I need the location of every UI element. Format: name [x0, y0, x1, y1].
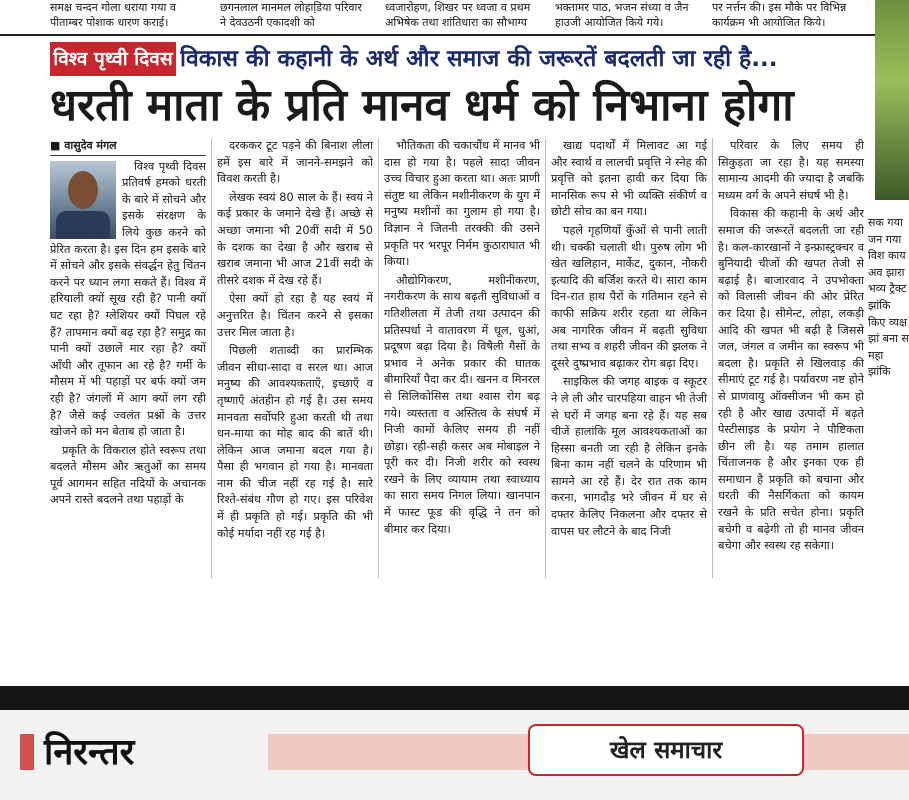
byline: ■ वासुदेव मंगल	[50, 138, 206, 156]
article-column-2	[217, 138, 373, 578]
strip-col-4: भक्तामर पाठ, भजन संध्या व जैन हाउजी आयोजित किये गये।	[555, 1, 689, 29]
newspaper-logo: निरन्तर	[44, 731, 135, 773]
column-divider	[378, 138, 379, 578]
paragraph: ऐसा क्यों हो रहा है यह स्वयं में अनुत्तरित है। चिंतन करने से इसका उत्तर मिल जाता है।	[217, 292, 373, 339]
paragraph: दरककर टूट पड़ने की बिनाश लीला हमें इस बारे में जानने-समझने को विवश करती है।	[217, 139, 373, 186]
article-column-5	[718, 138, 864, 578]
paragraph: पिछली शताब्दी का प्रारम्भिक जीवन सीधा-सादा व सरल था। आज मनुष्य की आवश्यकताएँ, इच्छाएँ व तृष्णाएँ अंतहीन हो गई है। उस समय मानवता सर्वोपरि हुआ करती थी तथा धन-माया का मोह बाद की बातें थी। लेकिन आज जमाना बदल गया है। पैसा ही भगवान हो गया है। मानवता नाम की चीज नहीं रह गई है। सारे रिश्ते-संबंध गौण हो गए। इस परिवेश में ही प्रकृति हो गई। प्रकृति की भी कोई मर्यादा नहीं रह गई है।	[217, 344, 373, 540]
paragraph: प्रकृति के विकराल होते स्वरूप तथा बदलते मौसम और ऋतुओं का समय पूर्व आगमन सहित नदियों के अचानक अपने रास्ते बदलने तथा पहाड़ों के	[50, 443, 206, 507]
paragraph: विश्व पृथ्वी दिवस प्रतिवर्ष हमको धरती के बारे में सोचने और इसके संरक्षण के लिये कुछ करने को प्रेरित करता है। इस दिन हम इसके बारे में सोचने और इसके संवर्द्धन हेतु चिंतन करने पर ध्यान लगा सकते हैं। विश्व में हरियाली क्यों सूख रही है? पानी क्यों घट रहा है? ग्लेशियर क्यों पिघल रहे हैं? तापमान क्यों बढ़ रहा है? समुद्र का पानी क्यों उछालें मार रहा है? क्यों आँधी और तूफान आ रहे है? गर्मी के मौसम में भी पहाड़ों पर बर्फ क्यों जम रही है? जंगलों में आग क्यों लग रही है? जैसे कई ज्वलंत प्रश्नों के उत्तर खोजने को मन बेताब हो जाता है।	[50, 159, 206, 439]
paragraph: औद्योगिकरण, मशीनीकरण, नगरीकरण के साथ बढ़ती सुविधाओं व गतिशीलता में तेजी तथा उत्पादन की प्रतिस्पर्धा ने वातावरण में धूल, धुआं, प्रदूषण बढ़ा दिया है। विषैली गैसों के प्रभाव ने अनेक प्रकार की घातक बीमारियाँ पैदा कर दी। खनन व मिनरल से सिलिकोसिस तथा श्वास रोग बढ़ गये। व्यस्तता व अस्तित्व के संघर्ष में निजी कामों केलिए समय ही नहीं छोड़ा। रही-सही कसर अब मोबाइल ने पूरी कर दी। निजी शरीर को स्वस्थ रखने के लिए व्यायाम तथा स्वाध्याय का सारा समय निगल लिया। खानपान में फास्ट फूड की वृद्धि ने तन को बीमार कर दिया।	[384, 273, 540, 536]
paragraph: पहले गृहणियाँ कुँओं से पानी लाती थी। चक्की चलाती थी। पुरुष लोग भी खेत खलिहान, मार्केट, दुकान, नौकरी इत्यादि की बर्जिश करते थे। सारा काम दिन-रात हाथ पैरों के गतिमान रहने से काफी सक्रिय शरीर रहता था लेकिन अब नागरिक जीवन में बढ़ती सुविधा तथा सभ्य व शहरी जीवन की झलक ने दूसरे दुष्प्रभाव बढ़ाकर रोग बढ़ा दिए।	[551, 223, 707, 370]
article-column-1	[50, 138, 206, 578]
sports-photo	[875, 0, 909, 200]
page-separator-bar	[0, 686, 909, 710]
strip-col-5: पर नर्त्तन की। इस मौके पर विभिन्न कार्यक्रम भी आयोजित किये।	[712, 1, 847, 29]
strip-col-3: ध्वजारोहण, शिखर पर ध्वजा व प्रथम अभिषेक तथा शांतिधारा का सौभाग्य	[385, 1, 531, 29]
article-column-4	[551, 138, 707, 578]
paragraph: लेखक स्वयं 80 साल के हैं। स्वयं ने कई प्रकार के जमाने देखे हैं। अच्छे से अच्छा जमाना भी 20वीं सदी में 50 के दशक का देखा है और खराब से खराब जमाना भी आज 21वीं सदी के तीसरे दशक में देख रहे हैं।	[217, 190, 373, 287]
top-strip	[0, 0, 909, 36]
paragraph: खाद्य पदार्थों में मिलावट आ गई और स्वार्थ व लालची प्रवृत्ति ने स्नेह की प्रवृत्ति को इतना हावी कर दिया कि मानसिक रूप से भी व्यक्ति संकीर्ण व छोटी सोच का बन गया।	[551, 139, 707, 219]
paragraph: विकास की कहानी के अर्थ और समाज की जरूरतें बदलती जा रही है। कल-कारखानों ने इन्फ्रास्ट्रक्चर व बुनियादी चीजों की खपत तेजी से बढ़ाई है। बाजारवाद ने उपभोक्ता को विलासी जीवन की ओर प्रेरित कर दिया है। सीमेन्ट, लोहा, लकड़ी आदि की खपत भी बढ़ी है जिससे जल, जंगल व जमीन का स्वरूप भी बदला है। प्रकृति से खिलवाड़ की सीमाएं टूट गई है। पर्यावरण नष्ट होने से प्राणवायु ऑक्सीजन भी कम हो रही है और खाद्य उत्पादों में बढ़ते पेस्टीसाइड के प्रयोग ने पौष्टिकता छीन ली है। यह तमाम हालात चिंताजनक है और इनका एक ही समाधान है प्रकृति को बचाना और धरती की नैसर्गिकता को कायम रखने के प्रति सचेत होना। प्रकृति बचेगी व बढ़ेगी तो ही मानव जीवन बचेगा और स्वस्थ रह सकेगा।	[718, 207, 864, 553]
section-title: खेल समाचार	[528, 724, 804, 776]
article-subheadline: विकास की कहानी के अर्थ और समाज की जरूरतें बदलती जा रही है...	[180, 46, 778, 72]
article-headline: धरती माता के प्रति मानव धर्म को निभाना होगा	[50, 80, 794, 131]
column-divider	[545, 138, 546, 578]
article-column-3	[384, 138, 540, 578]
adjacent-article-fragment: सक गया जन गया विश काय अव झारा भव्य ट्रैक्ट झांकि किए व्यक्ष झां बना स महा झांकि	[868, 216, 909, 379]
column-divider	[211, 138, 212, 578]
strip-col-2: छगनलाल मानमल लोहाडि़या परिवार ने देवउठनी एकादशी को	[220, 1, 362, 29]
paragraph: साइकिल की जगह बाइक व स्कूटर ने ले ली और चारपहिया वाहन भी तेजी से घरों में जगह बना रहे हैं। यह सब चीजें हालांकि मूल आवश्यकताओं का हिस्सा बनती जा रही है लेकिन इनके बिना काम नहीं चलने के परिणाम भी सामने आ रहे हैं। देर रात तक काम करना, भागदौड़ भरे जीवन में घर से दफ्तर केलिए निकलना और दफ्तर से वापस घर लौटने के बाद निजी	[551, 375, 707, 538]
author-photo	[50, 161, 116, 239]
column-divider	[712, 138, 713, 578]
paragraph: परिवार के लिए समय ही सिकुड़ता जा रहा है। यह समस्या सामान्य आदमी की ज्यादा है जबकि मध्यम वर्ग के अपने संघर्ष भी है।	[718, 139, 864, 202]
paragraph: भौतिकता की चकाचौंध में मानव भी दास हो गया है। पहले सादा जीवन उच्च विचार हुआ करता था। अतः प्राणी संतुष्ट था लेकिन मशीनीकरण के युग में मनुष्य मशीनों का गुलाम हो गया है। विज्ञान ने जितनी तरक्की की उसने प्रकृति पर भरपूर निर्मम कुठाराघात भी किया।	[384, 139, 540, 269]
banner-accent	[20, 734, 34, 770]
article-tag: विश्व पृथ्वी दिवस	[50, 42, 176, 76]
strip-col-1: समक्ष चन्दन गोला धराया गया व पीताम्बर पोशाक धारण कराई।	[50, 1, 176, 29]
